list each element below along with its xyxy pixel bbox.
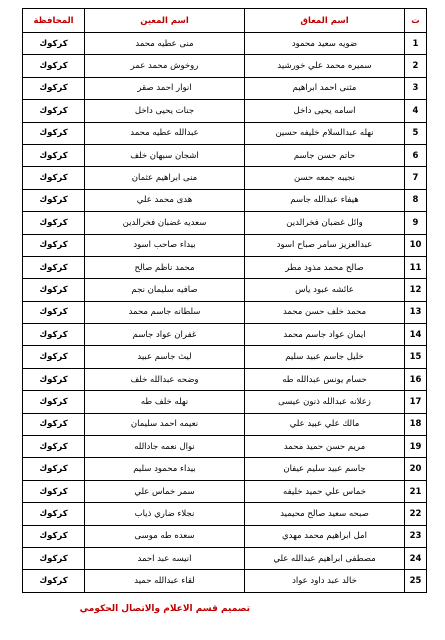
- province-cell: كركوك: [23, 391, 85, 413]
- disabled-name-cell: مالك علي عبيد علي: [245, 413, 405, 435]
- row-number: 14: [405, 324, 427, 346]
- helper-name-cell: هدى محمد علي: [85, 189, 245, 211]
- row-number: 12: [405, 279, 427, 301]
- helper-name-cell: نجلاء ضاري ذياب: [85, 503, 245, 525]
- helper-name-cell: روخوش محمد عمر: [85, 55, 245, 77]
- province-cell: كركوك: [23, 413, 85, 435]
- helper-name-cell: منى ابراهيم عثمان: [85, 167, 245, 189]
- row-number: 17: [405, 391, 427, 413]
- province-cell: كركوك: [23, 122, 85, 144]
- row-number: 25: [405, 570, 427, 592]
- table-row: [23, 301, 427, 323]
- province-cell: كركوك: [23, 33, 85, 55]
- table-row: [23, 346, 427, 368]
- helper-name-cell: عبدالله عطيه محمد: [85, 122, 245, 144]
- row-number: 7: [405, 167, 427, 189]
- disabled-name-cell: مثنى احمد ابراهيم: [245, 77, 405, 99]
- helper-name-cell: نهله خلف طه: [85, 391, 245, 413]
- disabled-name-cell: صالح محمد مذود مطر: [245, 256, 405, 278]
- table-header-row: [23, 9, 427, 33]
- disabled-name-cell: خماس علي حميد خليفه: [245, 480, 405, 502]
- row-number: 15: [405, 346, 427, 368]
- disabled-name-cell: جاسم عبيد سليم عيفان: [245, 458, 405, 480]
- province-cell: كركوك: [23, 547, 85, 569]
- disabled-name-cell: حاتم حسن جاسم: [245, 144, 405, 166]
- header-number: ت: [405, 9, 427, 33]
- province-cell: كركوك: [23, 503, 85, 525]
- table-row: [23, 77, 427, 99]
- province-cell: كركوك: [23, 234, 85, 256]
- footer-credit: تصميم قسم الاعلام والاتصال الحكومي: [79, 604, 250, 614]
- province-cell: كركوك: [23, 167, 85, 189]
- row-number: 5: [405, 122, 427, 144]
- province-cell: كركوك: [23, 144, 85, 166]
- row-number: 9: [405, 212, 427, 234]
- row-number: 13: [405, 301, 427, 323]
- row-number: 16: [405, 368, 427, 390]
- helper-name-cell: محمد ناظم صالح: [85, 256, 245, 278]
- disabled-name-cell: مريم حسن حميد محمد: [245, 436, 405, 458]
- table-row: [23, 167, 427, 189]
- row-number: 8: [405, 189, 427, 211]
- disabled-name-cell: هيفاء عبدالله جاسم: [245, 189, 405, 211]
- table-body: [23, 33, 427, 593]
- province-cell: كركوك: [23, 436, 85, 458]
- helper-name-cell: جنات يحيى داخل: [85, 100, 245, 122]
- row-number: 24: [405, 547, 427, 569]
- province-cell: كركوك: [23, 525, 85, 547]
- table-row: [23, 413, 427, 435]
- helper-name-cell: انيسه عبد احمد: [85, 547, 245, 569]
- disabled-name-cell: محمد خلف حسن محمد: [245, 301, 405, 323]
- table-row: [23, 547, 427, 569]
- province-cell: كركوك: [23, 100, 85, 122]
- helper-name-cell: لقاء عبدالله حميد: [85, 570, 245, 592]
- province-cell: كركوك: [23, 279, 85, 301]
- table-row: [23, 33, 427, 55]
- table-row: [23, 458, 427, 480]
- row-number: 23: [405, 525, 427, 547]
- row-number: 10: [405, 234, 427, 256]
- table-row: [23, 436, 427, 458]
- disabled-name-cell: زعلانه عبدالله ذنون عيسى: [245, 391, 405, 413]
- disabled-name-cell: وائل غضبان فخرالدين: [245, 212, 405, 234]
- table-row: [23, 100, 427, 122]
- row-number: 2: [405, 55, 427, 77]
- province-cell: كركوك: [23, 212, 85, 234]
- disabled-name-cell: خالد عبد داود عواد: [245, 570, 405, 592]
- beneficiaries-table: [22, 8, 427, 593]
- province-cell: كركوك: [23, 458, 85, 480]
- helper-name-cell: سلطانه جاسم محمد: [85, 301, 245, 323]
- table-row: [23, 503, 427, 525]
- table-row: [23, 480, 427, 502]
- disabled-name-cell: امل ابراهيم محمد مهدي: [245, 525, 405, 547]
- table-row: [23, 525, 427, 547]
- row-number: 6: [405, 144, 427, 166]
- row-number: 19: [405, 436, 427, 458]
- table-row: [23, 55, 427, 77]
- province-cell: كركوك: [23, 368, 85, 390]
- row-number: 18: [405, 413, 427, 435]
- disabled-name-cell: صبحه سعيد صالح محيميد: [245, 503, 405, 525]
- row-number: 1: [405, 33, 427, 55]
- table-row: [23, 122, 427, 144]
- table-row: [23, 212, 427, 234]
- province-cell: كركوك: [23, 570, 85, 592]
- helper-name-cell: منى عطيه محمد: [85, 33, 245, 55]
- header-disabled-name: اسم المعاق: [245, 9, 405, 33]
- helper-name-cell: سمر خماس علي: [85, 480, 245, 502]
- helper-name-cell: نعيمه احمد سليمان: [85, 413, 245, 435]
- helper-name-cell: غفران عواد جاسم: [85, 324, 245, 346]
- disabled-name-cell: حسام يونس عبدالله طه: [245, 368, 405, 390]
- row-number: 22: [405, 503, 427, 525]
- province-cell: كركوك: [23, 189, 85, 211]
- disabled-name-cell: نجيبه جمعه حسن: [245, 167, 405, 189]
- province-cell: كركوك: [23, 324, 85, 346]
- disabled-name-cell: سميره محمد علي خورشيد: [245, 55, 405, 77]
- helper-name-cell: سعده طه موسى: [85, 525, 245, 547]
- province-cell: كركوك: [23, 346, 85, 368]
- disabled-name-cell: نهله عبدالسلام خليفه حسين: [245, 122, 405, 144]
- table-row: [23, 570, 427, 592]
- disabled-name-cell: عبدالعزيز سامر صباح اسود: [245, 234, 405, 256]
- disabled-name-cell: خليل جاسم عبيد سليم: [245, 346, 405, 368]
- helper-name-cell: ليث جاسم عبيد: [85, 346, 245, 368]
- header-province: المحافظة: [23, 9, 85, 33]
- row-number: 3: [405, 77, 427, 99]
- helper-name-cell: انوار احمد صقر: [85, 77, 245, 99]
- table-row: [23, 391, 427, 413]
- helper-name-cell: اشجان سبهان خلف: [85, 144, 245, 166]
- province-cell: كركوك: [23, 55, 85, 77]
- province-cell: كركوك: [23, 301, 85, 323]
- table-row: [23, 256, 427, 278]
- province-cell: كركوك: [23, 480, 85, 502]
- table-row: [23, 234, 427, 256]
- helper-name-cell: نوال نعمه جادالله: [85, 436, 245, 458]
- table-row: [23, 189, 427, 211]
- row-number: 20: [405, 458, 427, 480]
- helper-name-cell: بيداء محمود سليم: [85, 458, 245, 480]
- disabled-name-cell: اسامه يحيى داخل: [245, 100, 405, 122]
- table-row: [23, 144, 427, 166]
- row-number: 4: [405, 100, 427, 122]
- disabled-name-cell: مصطفى ابراهيم عبدالله علي: [245, 547, 405, 569]
- header-helper-name: اسم المعين: [85, 9, 245, 33]
- row-number: 11: [405, 256, 427, 278]
- province-cell: كركوك: [23, 256, 85, 278]
- helper-name-cell: بيداء صاحب اسود: [85, 234, 245, 256]
- table-row: [23, 368, 427, 390]
- helper-name-cell: سعديه غضبان فخرالدين: [85, 212, 245, 234]
- disabled-name-cell: ضويه سعيد محمود: [245, 33, 405, 55]
- disabled-name-cell: ايمان عواد جاسم محمد: [245, 324, 405, 346]
- table-row: [23, 279, 427, 301]
- table-row: [23, 324, 427, 346]
- helper-name-cell: صافيه سليمان نجم: [85, 279, 245, 301]
- province-cell: كركوك: [23, 77, 85, 99]
- row-number: 21: [405, 480, 427, 502]
- disabled-name-cell: عائشه عبود ياس: [245, 279, 405, 301]
- helper-name-cell: وضحه عبدالله خلف: [85, 368, 245, 390]
